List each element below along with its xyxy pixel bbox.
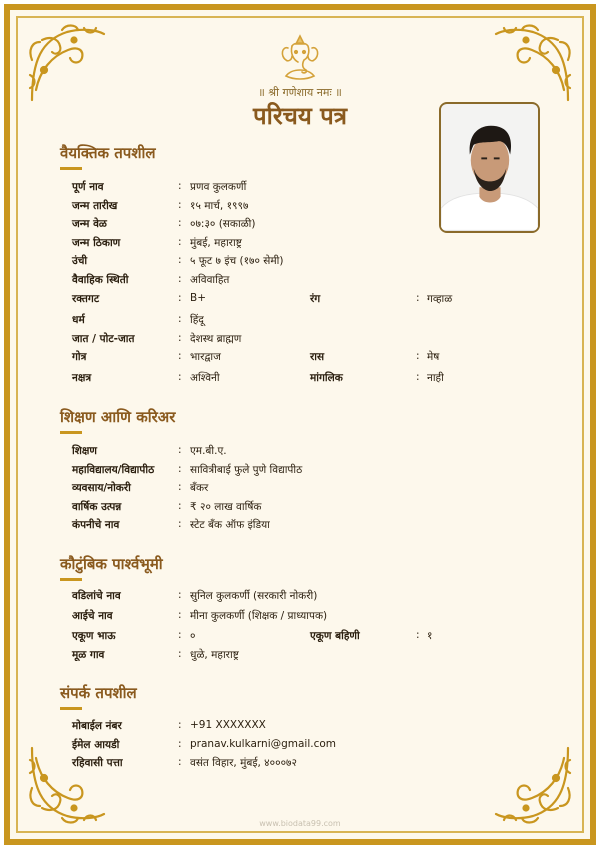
detail-label: कंपनीचे नाव [72,519,120,532]
detail-value: +91 XXXXXXX [190,719,266,731]
detail-colon: : [178,217,182,229]
detail-row [0,589,600,605]
detail-colon: : [178,589,182,601]
section-title-personal: वैयक्तिक तपशील [60,144,156,162]
detail-label: ईमेल आयडी [72,738,120,751]
detail-colon: : [416,371,420,383]
detail-label: धर्म [72,314,85,326]
detail-colon: : [178,756,182,769]
detail-value: ₹ २० लाख वार्षिक [190,500,262,513]
detail-value: एम.बी.ए. [190,445,227,457]
detail-label: एकूण बहिणी [310,629,360,642]
detail-row [0,463,600,479]
page-title: परिचय पत्र [252,102,348,130]
detail-colon: : [178,180,182,192]
detail-row [0,500,600,516]
detail-colon: : [178,499,182,512]
detail-value: १५ मार्च, १९९७ [190,200,249,212]
detail-colon: : [178,481,182,494]
detail-row [0,609,600,625]
detail-row [0,756,600,772]
detail-label: वैवाहिक स्थिती [72,274,129,286]
detail-value: धुळे, महाराष्ट्र [190,649,239,662]
detail-value: ५ फूट ७ इंच (१७० सेमी) [190,255,284,267]
detail-label: पूर्ण नाव [72,181,104,193]
detail-label: मांगलिक [310,372,343,384]
detail-label: व्यवसाय/नोकरी [72,482,131,495]
detail-colon: : [178,648,182,661]
section-title-family: कौटुंबिक पार्श्वभूमी [60,555,163,573]
detail-colon: : [178,518,182,531]
detail-row [0,648,600,664]
detail-value: हिंदू [190,314,204,326]
section-underline [60,431,82,434]
detail-colon: : [416,292,420,304]
detail-value: सुनिल कुलकर्णी (सरकारी नोकरी) [190,590,318,602]
detail-colon: : [416,628,420,641]
detail-label: जात / पोट-जात [72,333,135,345]
detail-row [0,518,600,534]
detail-label: मूळ गाव [72,649,105,662]
detail-label: मोबाईल नंबर [72,720,122,732]
shloka-text: ॥ श्री गणेशाय नमः ॥ [258,86,342,99]
detail-label: रक्तगट [72,293,100,305]
detail-row [0,371,600,387]
detail-value: अश्विनी [190,372,220,384]
section-title-education: शिक्षण आणि करिअर [60,408,176,426]
footer-watermark: www.biodata99.com [259,819,341,828]
detail-row [0,629,600,645]
detail-value: १ [427,629,433,642]
detail-value: प्रणव कुलकर्णी [190,181,247,193]
section-underline [60,167,82,170]
detail-value: ०७:३० (सकाळी) [190,218,256,230]
ganesha-icon [274,32,326,82]
detail-value: भारद्वाज [190,351,221,363]
detail-label: महाविद्यालय/विद्यापीठ [72,463,155,476]
detail-label: एकूण भाऊ [72,629,116,642]
detail-colon: : [178,236,182,248]
detail-value: देशस्थ ब्राह्मण [190,333,242,345]
section-underline [60,578,82,581]
detail-label: उंची [72,255,88,267]
detail-label: आईचे नाव [72,609,113,622]
detail-colon: : [178,371,182,383]
detail-label: जन्म ठिकाण [72,237,121,249]
detail-row [0,292,600,308]
detail-colon: : [178,444,182,456]
detail-value: नाही [427,372,444,384]
detail-label: वडिलांचे नाव [72,590,121,602]
detail-row [0,313,600,329]
detail-value: सावित्रीबाई फुले पुणे विद्यापीठ [190,463,303,476]
detail-value: मुंबई, महाराष्ट्र [190,237,242,249]
detail-colon: : [178,292,182,304]
detail-value: B+ [190,292,207,304]
detail-label: रास [310,351,325,363]
detail-value: pranav.kulkarni@gmail.com [190,737,337,750]
detail-colon: : [416,350,420,362]
detail-colon: : [178,462,182,475]
section-title-contact: संपर्क तपशील [60,684,137,702]
detail-row [0,481,600,497]
detail-colon: : [178,737,182,750]
detail-label: शिक्षण [72,445,97,457]
detail-row [0,180,600,196]
detail-colon: : [178,719,182,731]
detail-value: मीना कुलकर्णी (शिक्षक / प्राध्यापक) [190,609,328,622]
detail-row [0,199,600,215]
detail-value: अविवाहित [190,274,230,286]
detail-row [0,738,600,754]
detail-row [0,444,600,460]
detail-row [0,719,600,735]
detail-value: गव्हाळ [427,293,453,305]
detail-row [0,350,600,366]
detail-colon: : [178,608,182,621]
detail-colon: : [178,273,182,285]
detail-value: ० [190,629,196,642]
detail-value: बँकर [190,482,209,495]
detail-label: रहिवासी पत्ता [72,757,123,770]
detail-colon: : [178,628,182,641]
detail-colon: : [178,254,182,266]
detail-label: नक्षत्र [72,372,92,384]
detail-value: मेष [427,351,440,363]
detail-colon: : [178,199,182,211]
detail-colon: : [178,350,182,362]
detail-row [0,332,600,348]
detail-row [0,273,600,289]
detail-colon: : [178,332,182,344]
detail-label: जन्म वेळ [72,218,107,230]
detail-label: रंग [310,293,321,305]
detail-value: स्टेट बँक ऑफ इंडिया [190,519,270,532]
detail-value: वसंत विहार, मुंबई, ४०००७२ [190,757,297,770]
detail-row [0,254,600,270]
detail-row [0,236,600,252]
detail-row [0,217,600,233]
section-underline [60,707,82,710]
detail-label: जन्म तारीख [72,200,118,212]
detail-label: वार्षिक उत्पन्न [72,500,122,513]
detail-label: गोत्र [72,351,87,363]
detail-colon: : [178,313,182,325]
